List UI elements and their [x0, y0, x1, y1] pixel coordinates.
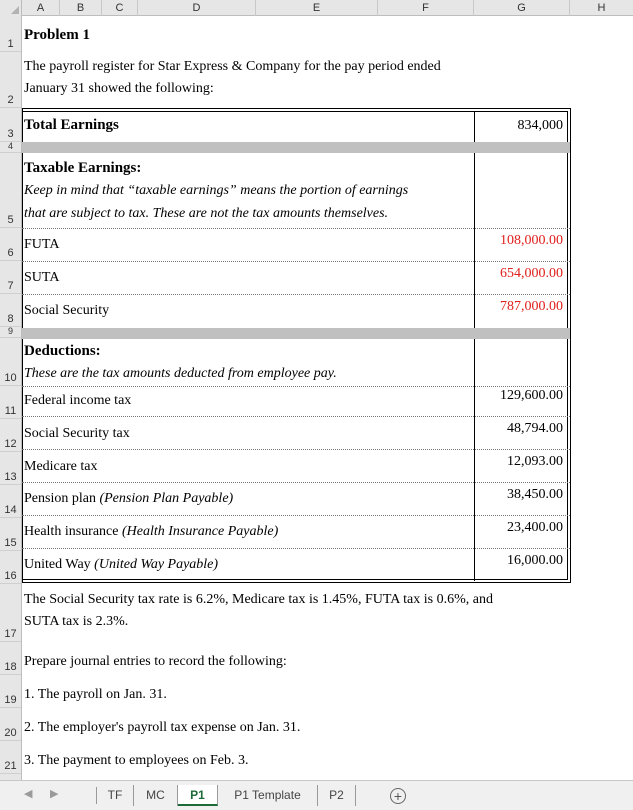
row-divider [22, 449, 570, 450]
select-all-corner[interactable] [0, 0, 22, 16]
deduction-label [24, 488, 233, 510]
tab-mc[interactable]: MC [134, 785, 178, 806]
taxable-note-line-1: Keep in mind that “taxable earnings” means the portion of earnings [24, 183, 409, 198]
rates-line-2: SUTA tax is 2.3%. [24, 614, 129, 629]
deduction-label [24, 423, 130, 445]
row-header-15[interactable]: 15 [0, 518, 21, 551]
social-security-label: Social Security [24, 303, 110, 318]
row-header-6[interactable]: 6 [0, 228, 21, 261]
deduction-value: 23,400.00 [507, 520, 563, 535]
row-divider [22, 228, 570, 229]
add-sheet-icon[interactable]: + [390, 788, 406, 804]
prepare-instruction: Prepare journal entries to record the following: [24, 654, 287, 669]
divider-deductions [474, 339, 475, 581]
deduction-value: 16,000.00 [507, 553, 563, 568]
row-header-5[interactable]: 5 [0, 153, 21, 228]
total-earnings-label: Total Earnings [24, 117, 119, 133]
nav-right-icon[interactable]: ▶ [50, 788, 59, 800]
row-divider [22, 294, 570, 295]
column-header-d[interactable]: D [138, 0, 256, 16]
deduction-pension-plan: Pension plan [24, 491, 96, 506]
deduction-label [24, 390, 131, 412]
separator-band-2 [22, 328, 570, 339]
nav-left-icon[interactable]: ◀ [24, 788, 33, 800]
tab-p1[interactable]: P1 [178, 785, 218, 806]
task-2: 2. The employer's payroll tax expense on Jan. 31. [24, 720, 301, 735]
deduction-label [24, 554, 218, 576]
deduction-health-insurance: Health insurance [24, 524, 119, 539]
task-1: 1. The payroll on Jan. 31. [24, 687, 167, 702]
row-divider [22, 482, 570, 483]
task-3: 3. The payment to employees on Feb. 3. [24, 753, 249, 768]
deduction-medicare-tax: Medicare tax [24, 459, 98, 474]
taxable-note-line-2: that are subject to tax. These are not the tax amounts themselves. [24, 206, 389, 221]
futa-taxable-value: 108,000.00 [500, 233, 563, 248]
row-divider [22, 515, 570, 516]
deduction-social-security-tax: Social Security tax [24, 426, 130, 441]
column-header-g[interactable]: G [474, 0, 570, 16]
separator-band-1 [22, 142, 570, 153]
suta-label: SUTA [24, 270, 60, 285]
row-header-16[interactable]: 16 [0, 551, 21, 584]
deduction-federal-income-tax: Federal income tax [24, 393, 132, 408]
row-header-12[interactable]: 12 [0, 419, 21, 452]
deductions-note: These are the tax amounts deducted from employee pay. [24, 366, 337, 381]
row-divider [22, 548, 570, 549]
taxable-heading: Taxable Earnings: [24, 160, 142, 176]
column-header [0, 0, 633, 16]
deduction-pension-account: (Pension Plan Payable) [99, 491, 234, 506]
column-header-f[interactable]: F [378, 0, 474, 16]
row-header-3[interactable]: 3 [0, 108, 21, 142]
tab-p1-template[interactable]: P1 Template [218, 785, 318, 806]
row-header-4[interactable]: 4 [0, 142, 21, 153]
row-header-20[interactable]: 20 [0, 708, 21, 741]
deduction-united-way-account: (United Way Payable) [94, 557, 219, 572]
row-divider [22, 261, 570, 262]
deduction-health-account: (Health Insurance Payable) [121, 524, 279, 539]
deduction-value: 48,794.00 [507, 421, 563, 436]
row-header-13[interactable]: 13 [0, 452, 21, 485]
intro-line-1: The payroll register for Star Express & Company for the pay period ended [24, 59, 441, 74]
futa-label: FUTA [24, 237, 60, 252]
row-header [0, 16, 22, 780]
deduction-value: 38,450.00 [507, 487, 563, 502]
row-header-17[interactable]: 17 [0, 584, 21, 642]
column-header-a[interactable]: A [22, 0, 60, 16]
divider-total [474, 111, 475, 142]
row-header-18[interactable]: 18 [0, 642, 21, 675]
rates-line-1: The Social Security tax rate is 6.2%, Medicare tax is 1.45%, FUTA tax is 0.6%, and [24, 592, 493, 607]
column-header-e[interactable]: E [256, 0, 378, 16]
column-header-c[interactable]: C [102, 0, 138, 16]
deduction-label [24, 456, 97, 478]
row-header-10[interactable]: 10 [0, 338, 21, 386]
row-header-2[interactable]: 2 [0, 52, 21, 108]
row-header-11[interactable]: 11 [0, 386, 21, 419]
sheet-tab-bar [0, 780, 633, 810]
column-header-b[interactable]: B [60, 0, 102, 16]
social-security-taxable-value: 787,000.00 [500, 299, 563, 314]
tab-p2[interactable]: P2 [318, 785, 356, 806]
deduction-value: 12,093.00 [507, 454, 563, 469]
deduction-label [24, 521, 278, 543]
row-header-1[interactable]: 1 [0, 16, 21, 52]
divider-taxable [474, 153, 475, 328]
row-header-19[interactable]: 19 [0, 675, 21, 708]
suta-taxable-value: 654,000.00 [500, 266, 563, 281]
deduction-united-way: United Way [24, 557, 91, 572]
row-divider [22, 416, 570, 417]
deductions-heading: Deductions: [24, 343, 101, 359]
column-header-h[interactable]: H [597, 2, 606, 14]
row-divider [22, 386, 570, 387]
tab-tf[interactable]: TF [97, 785, 134, 806]
intro-line-2: January 31 showed the following: [24, 81, 214, 96]
problem-title: Problem 1 [24, 27, 90, 43]
row-header-7[interactable]: 7 [0, 261, 21, 294]
row-header-8[interactable]: 8 [0, 294, 21, 327]
row-header-9[interactable]: 9 [0, 327, 21, 338]
row-header-14[interactable]: 14 [0, 485, 21, 518]
total-earnings-value: 834,000 [517, 118, 563, 133]
row-header-21[interactable]: 21 [0, 741, 21, 774]
deduction-value: 129,600.00 [500, 388, 563, 403]
